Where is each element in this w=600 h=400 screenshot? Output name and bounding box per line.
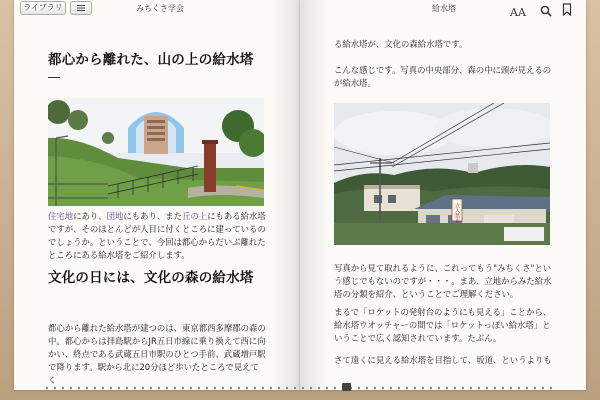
right-gutter-shadow — [300, 0, 328, 390]
progress-dot — [470, 387, 472, 389]
progress-dot — [310, 387, 312, 389]
progress-dot — [198, 387, 200, 389]
progress-dot — [414, 387, 416, 389]
progress-dot — [462, 387, 464, 389]
progress-dot — [110, 387, 112, 389]
right-paragraph-5: さて遠くに見える給水塔を目指して、坂道、というよりも — [334, 355, 552, 365]
progress-dot — [230, 387, 232, 389]
progress-dot — [142, 387, 144, 389]
section-heading-1: 都心から離れた、山の上の給水塔 — [48, 52, 254, 68]
progress-dot — [518, 387, 520, 389]
progress-dot — [126, 387, 128, 389]
library-button[interactable] — [20, 1, 66, 15]
progress-dot — [190, 387, 192, 389]
progress-dot — [78, 387, 80, 389]
progress-dot — [318, 387, 320, 389]
progress-dot — [262, 387, 264, 389]
progress-dot — [422, 387, 424, 389]
progress-dot — [46, 387, 48, 389]
water-tower-photo-1 — [48, 98, 264, 206]
progress-dot — [326, 387, 328, 389]
bookmark-button[interactable] — [562, 1, 572, 20]
book-title: みちくさ学会 — [136, 4, 184, 13]
progress-dot — [214, 387, 216, 389]
progress-dot — [366, 387, 368, 389]
progress-dot — [374, 387, 376, 389]
page-scrubber-handle[interactable] — [342, 383, 351, 391]
progress-dot — [382, 387, 384, 389]
left-paragraph-2: 都心から離れた給水塔が建つのは、東京都西多摩郡の森の中。都心からは拝島駅からJR五日市線に乗り換えて西に向かい、終点である武蔵五日市駅のひとつ手前、武蔵増戸駅で降ります。駅から北に20分ほど歩いたところで見えてく — [48, 323, 266, 385]
progress-dot — [486, 387, 488, 389]
left-gutter-shadow — [272, 0, 300, 390]
water-tower-photo-2 — [334, 103, 550, 245]
progress-dot — [358, 387, 360, 389]
progress-dot — [438, 387, 440, 389]
font-size-icon: AA — [510, 6, 526, 19]
progress-dot — [550, 387, 552, 389]
para1-text-3: にもある給水塔ですが、そのほとんどが人目に付くところに建っているのでしょうか。ということで、今回は都心からだいぶ離れたところにある給水塔をご紹介します。 — [48, 211, 266, 260]
para1-text-1: にあり、 — [73, 211, 107, 221]
progress-dot — [54, 387, 56, 389]
right-paragraph-3: 写真から見て取れるように、これってもう"みちくさ"という感じでもないのですが・・・。まあ、立地からみた給水塔の分類を紹介、ということでご理解ください。 — [334, 263, 552, 299]
right-paragraph-2: こんな感じです。写真の中央部分、森の中に頭が見えるのが給水塔。 — [334, 65, 552, 88]
right-page — [300, 0, 586, 390]
heading-rule — [48, 77, 60, 78]
progress-dot — [118, 387, 120, 389]
progress-dot — [494, 387, 496, 389]
search-button[interactable] — [540, 2, 552, 21]
search-icon — [540, 5, 552, 17]
right-paragraph-1: る給水塔が、文化の森給水塔です。 — [334, 39, 468, 49]
left-page — [14, 0, 300, 390]
para1-text-2: にもあり、また — [123, 211, 182, 221]
left-paragraph-1 — [48, 210, 266, 262]
progress-dot — [182, 387, 184, 389]
progress-dot — [398, 387, 400, 389]
progress-dot — [206, 387, 208, 389]
progress-dot — [94, 387, 96, 389]
progress-dot — [86, 387, 88, 389]
font-size-button[interactable] — [510, 1, 526, 20]
progress-dot — [534, 387, 536, 389]
progress-dot — [430, 387, 432, 389]
progress-dot — [542, 387, 544, 389]
progress-dot — [254, 387, 256, 389]
progress-dot — [334, 387, 336, 389]
progress-dot — [238, 387, 240, 389]
progress-dot — [302, 387, 304, 389]
progress-dot — [478, 387, 480, 389]
link-residential[interactable]: 住宅地 — [48, 211, 74, 221]
progress-dot — [134, 387, 136, 389]
progress-dot — [166, 387, 168, 389]
library-button-label: ライブラリ — [23, 3, 63, 12]
progress-dot — [246, 387, 248, 389]
right-paragraph-4: まるで「ロケットの発射台のようにも見える」ことから、給水塔ウオッチャーの間では「ロケットっぽい給水塔」ということで広く認知されています。たぶん。 — [334, 307, 552, 343]
list-icon — [76, 3, 86, 13]
progress-dot — [390, 387, 392, 389]
sign-text: 立入禁止 — [454, 203, 460, 223]
bookmark-icon — [562, 3, 572, 16]
progress-dot — [270, 387, 272, 389]
progress-dot — [446, 387, 448, 389]
section-heading-2: 文化の日には、文化の森の給水塔 — [48, 270, 254, 286]
progress-dot — [526, 387, 528, 389]
chapter-title: 給水塔 — [432, 4, 456, 13]
link-housing-complex[interactable]: 団地 — [106, 211, 124, 221]
progress-dot — [510, 387, 512, 389]
progress-dot — [222, 387, 224, 389]
link-hilltop[interactable]: 丘の上 — [182, 211, 208, 221]
table-of-contents-button[interactable] — [70, 1, 92, 15]
progress-dot — [454, 387, 456, 389]
progress-dot — [294, 387, 296, 389]
progress-dot — [286, 387, 288, 389]
progress-dot — [278, 387, 280, 389]
progress-dot — [502, 387, 504, 389]
progress-dot — [70, 387, 72, 389]
progress-dot — [158, 387, 160, 389]
progress-dot — [406, 387, 408, 389]
progress-dot — [102, 387, 104, 389]
progress-dot — [150, 387, 152, 389]
progress-dot — [62, 387, 64, 389]
progress-dot — [174, 387, 176, 389]
page-progress-dots[interactable] — [46, 385, 554, 391]
